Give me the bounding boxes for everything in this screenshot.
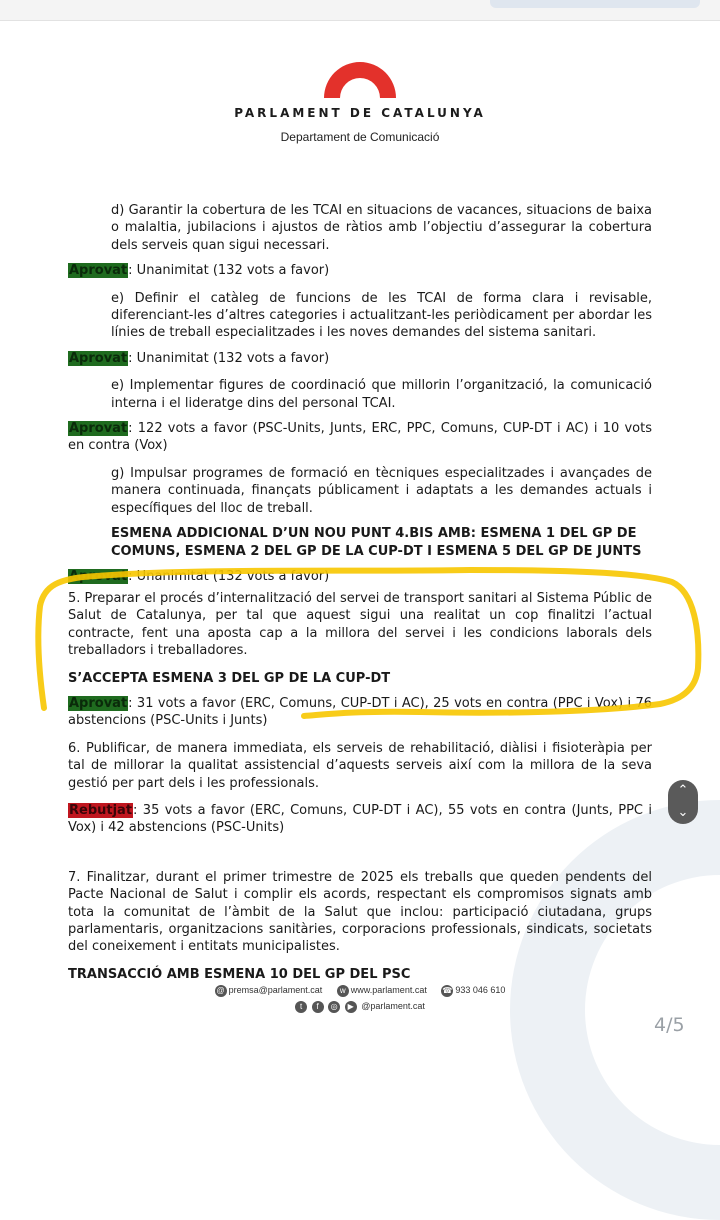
document-header: [0, 56, 720, 144]
heading-accepta: S’ACCEPTA ESMENA 3 DEL GP DE LA CUP-DT: [68, 670, 391, 686]
point-6: 6. Publificar, de manera immediata, els serveis de rehabilitació, diàlisi i fisioteràpia per tal de millorar la qualitat assistencial d’aquests serveis així com la millora de la seva gestió per part dels i les professionals.: [68, 740, 652, 791]
vote-result: [68, 802, 652, 837]
facebook-icon: f: [312, 1001, 324, 1013]
footer-email[interactable]: premsa@parlament.cat: [228, 985, 323, 995]
vote-text: : Unanimitat (132 vots a favor): [128, 263, 330, 279]
approved-badge: Aprovat: [69, 421, 128, 437]
footer-phone[interactable]: 933 046 610: [455, 985, 506, 995]
vote-text: : Unanimitat (132 vots a favor): [128, 568, 330, 584]
org-name: PARLAMENT DE CATALUNYA: [234, 106, 486, 120]
twitter-icon: t: [295, 1001, 307, 1013]
instagram-icon: ◎: [328, 1001, 340, 1013]
item-g: g) Impulsar programes de formació en tècniques especialitzades i avançades de manera continuada, finançats públicament i adaptats a les demandes actuals i específiques del lloc de treball.: [111, 465, 652, 516]
heading-esmena-addicional: ESMENA ADDICIONAL D’UN NOU PUNT 4.BIS AMB: ESMENA 1 DEL GP DE COMUNS, ESMENA 2 DEL GP DE LA CUP-DT I ESMENA 5 DEL GP DE JUNTS: [111, 526, 642, 559]
footer-social[interactable]: @parlament.cat: [361, 1001, 425, 1011]
approved-badge: Aprovat: [69, 350, 128, 366]
parlament-logo-icon: [320, 56, 400, 100]
web-icon: w: [337, 985, 349, 997]
vote-result: [68, 262, 652, 279]
approved-badge: Aprovat: [69, 568, 128, 584]
item-e-coordination: e) Implementar figures de coordinació que millorin l’organització, la comunicació interna i el lideratge dins del personal TCAI.: [111, 378, 652, 411]
vote-result: [68, 420, 652, 455]
scroll-controls: [668, 780, 698, 824]
department-name: Departament de Comunicació: [280, 130, 440, 144]
vote-result: [68, 350, 652, 367]
heading-transaccio: TRANSACCIÓ AMB ESMENA 10 DEL GP DEL PSC: [68, 966, 411, 982]
phone-icon: ☎: [442, 985, 453, 995]
approved-badge: Aprovat: [69, 695, 128, 711]
item-d: d) Garantir la cobertura de les TCAI en situacions de vacances, situacions de baixa o malaltia, jubilacions i ajustos de ràtios amb l’objectiu d’assegurar la cobertura dels serveis quan sigui necessari.: [111, 203, 652, 253]
chevron-down-icon[interactable]: ⌄: [677, 805, 689, 820]
vote-text: : 122 vots a favor (PSC-Units, Junts, ERC, PPC, Comuns, CUP-DT i AC) i 10 vots en contra (Vox): [68, 421, 652, 454]
point-7: 7. Finalitzar, durant el primer trimestre de 2025 els treballs que queden pendents del Pacte Nacional de Salut i complir els acords, respectant els compromisos signats amb tota la comunitat de l’àmbit de la Salut que inclou: participació ciutadana, grups parlamentaris, organitzacions sanitàries, corporacions professionals, sindicats, societats del coneixement i entitats municipalistes.: [68, 869, 652, 955]
youtube-icon: ▶: [345, 1001, 357, 1013]
vote-text: : Unanimitat (132 vots a favor): [128, 350, 330, 366]
footer-web[interactable]: www.parlament.cat: [350, 985, 427, 995]
item-e-catalog: e) Definir el catàleg de funcions de les TCAI de forma clara i revisable, diferenciant-les d’altres categories i actualitzant-les periòdicament per abordar les línies de treball especialitzades i les noves demandes del sistema sanitari.: [111, 290, 652, 341]
document-body: [68, 202, 652, 991]
vote-text: : 35 vots a favor (ERC, Comuns, CUP-DT i AC), 55 vots en contra (Junts, PPC i Vox) i 42 abstencions (PSC-Units): [68, 802, 652, 836]
approved-badge: Aprovat: [69, 263, 128, 279]
email-icon: @: [216, 985, 225, 995]
point-5: 5. Preparar el procés d’internalització del servei de transport sanitari al Sistema Públic de Salut de Catalunya, per tal que aquest sigui una realitat un cop finalitzi l’actual contracte, fent una aposta cap a la millora del servei i les condicions laborals dels treballadors i treballadores.: [68, 590, 652, 659]
page-indicator: 4/5: [654, 1014, 685, 1036]
browser-tab[interactable]: [490, 0, 700, 8]
vote-result: [68, 695, 652, 730]
chevron-up-icon[interactable]: ⌃: [677, 783, 689, 798]
browser-top-bar: [0, 0, 720, 21]
vote-result-obscured: [68, 568, 652, 586]
rejected-badge: Rebutjat: [69, 802, 133, 818]
vote-text: : 31 vots a favor (ERC, Comuns, CUP-DT i AC), 25 vots en contra (PPC i Vox) i 76 abstencions (PSC-Units i Junts): [68, 695, 652, 729]
document-footer: [0, 982, 720, 1014]
